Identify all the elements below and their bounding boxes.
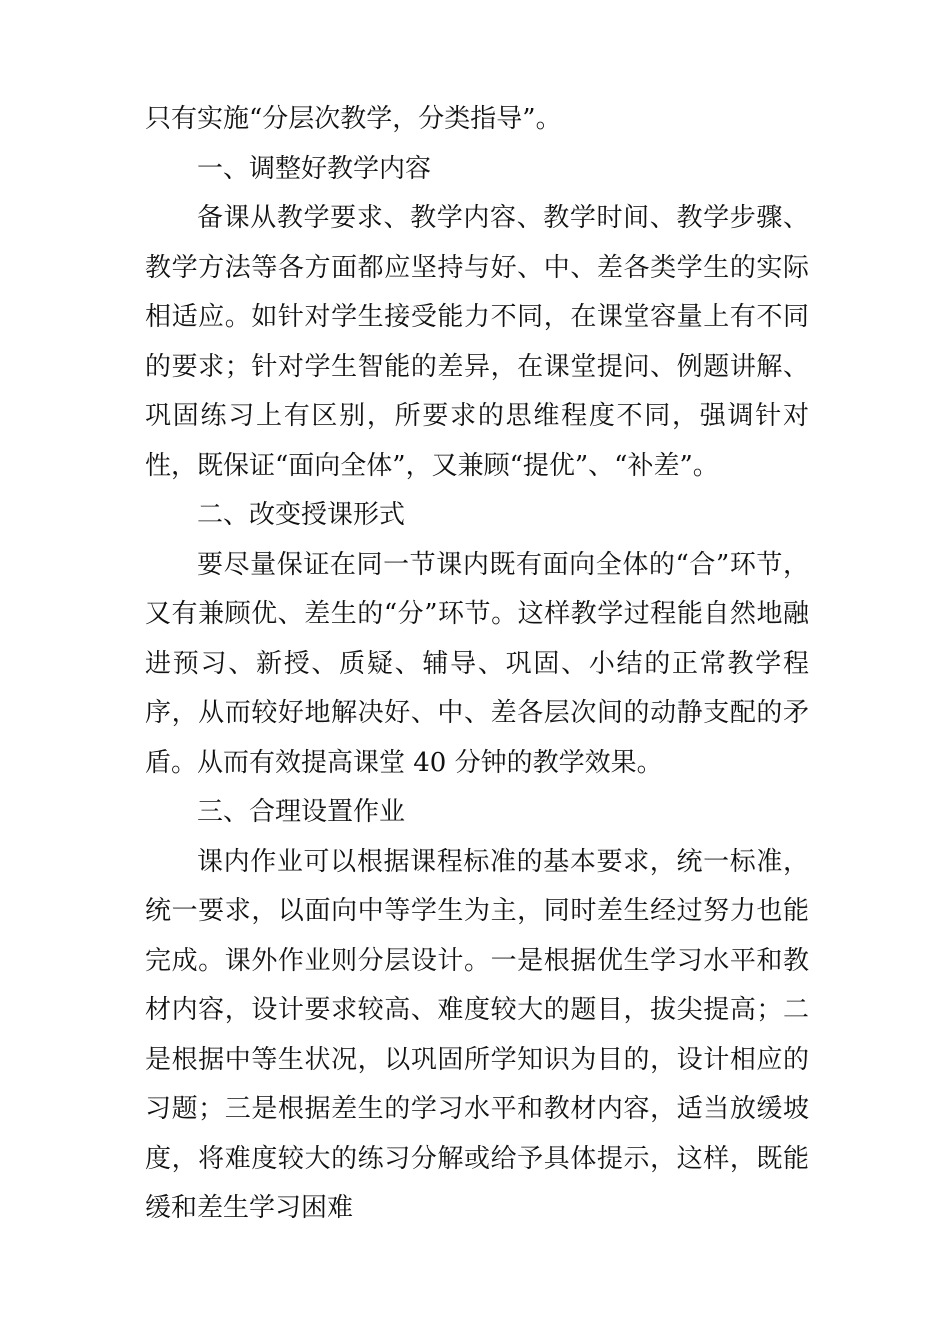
section-heading-2: 二、改变授课形式 [197,500,406,530]
section-heading-3: 三、合理设置作业 [197,797,406,827]
document-page [145,95,809,1234]
section-heading-1: 一、调整好教学内容 [197,153,432,184]
paragraph-continuation: 只有实施“分层次教学，分类指导”。 [145,104,562,134]
paragraph-lesson-preparation: 备课从教学要求、教学内容、教学时间、教学步骤、教学方法等各方面都应坚持与好、中、差各类学生的实际相适应。如针对学生接受能力不同，在课堂容量上有不同的要求；针对学生智能的差异，在课堂提问、例题讲解、巩固练习上有区别，所要求的思维程度不同，强调针对性，既保证“面向全体”，又兼顾“提优”、“补差”。 [145,203,809,481]
paragraph-teaching-form: 要尽量保证在同一节课内既有面向全体的“合”环节，又有兼顾优、差生的“分”环节。这样教学过程能自然地融进预习、新授、质疑、辅导、巩固、小结的正常教学程序，从而较好地解决好、中、差各层次间的动静支配的矛盾。从而有效提高课堂 40 分钟的教学效果。 [145,549,809,778]
paragraph-homework: 课内作业可以根据课程标准的基本要求，统一标准，统一要求，以面向中等学生为主，同时差生经过努力也能完成。课外作业则分层设计。一是根据优生学习水平和教材内容，设计要求较高、难度较大的题目，拔尖提高；二是根据中等生状况，以巩固所学知识为目的，设计相应的习题；三是根据差生的学习水平和教材内容，适当放缓坡度，将难度较大的练习分解或给予具体提示，这样，既能缓和差生学习困难 [145,846,809,1223]
